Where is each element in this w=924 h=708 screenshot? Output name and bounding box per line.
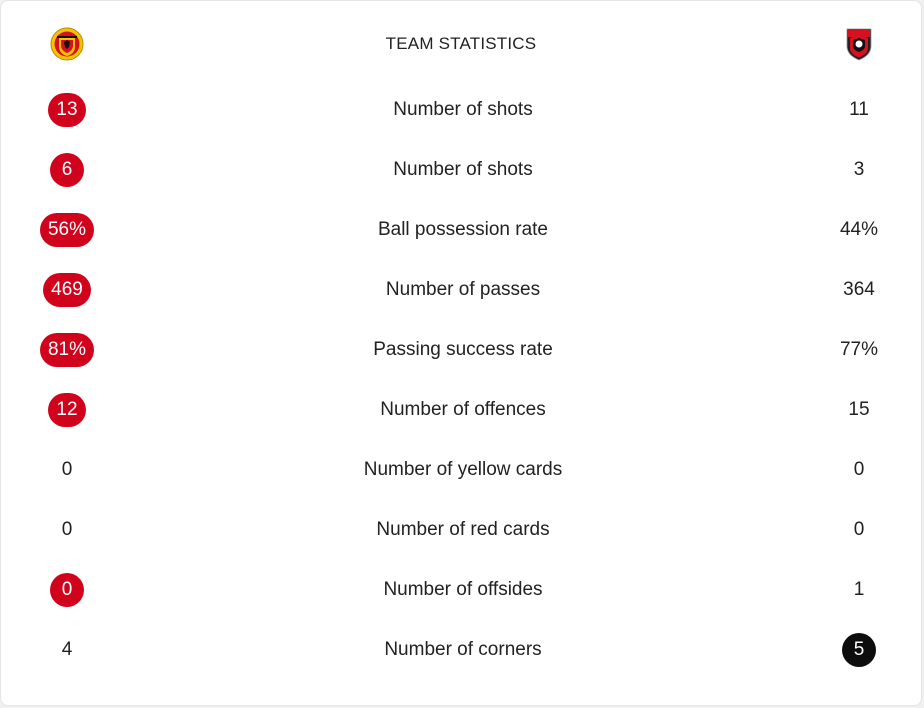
away-value-cell xyxy=(794,440,924,500)
away-value: 0 xyxy=(853,459,865,480)
home-value-cell xyxy=(2,560,132,620)
home-value: 81% xyxy=(40,333,94,367)
stat-label: Passing success rate xyxy=(373,339,553,360)
page-title: TEAM STATISTICS xyxy=(385,34,537,53)
stat-row xyxy=(1,80,921,140)
home-value: 0 xyxy=(61,459,73,480)
away-value-cell xyxy=(794,140,924,200)
away-value: 364 xyxy=(843,279,875,300)
stat-row xyxy=(1,140,921,200)
stat-row xyxy=(1,200,921,260)
stat-row xyxy=(1,440,921,500)
home-value-cell xyxy=(2,80,132,140)
away-value-cell xyxy=(794,200,924,260)
away-value: 77% xyxy=(839,339,879,360)
away-value: 44% xyxy=(839,219,879,240)
home-value: 4 xyxy=(61,639,73,660)
home-value: 0 xyxy=(50,573,84,607)
away-value: 0 xyxy=(853,519,865,540)
stat-label: Number of yellow cards xyxy=(363,459,563,480)
stat-row xyxy=(1,320,921,380)
stat-row xyxy=(1,560,921,620)
home-value: 12 xyxy=(48,393,85,427)
stats-header xyxy=(1,14,921,74)
away-value: 3 xyxy=(853,159,865,180)
home-value-cell xyxy=(2,380,132,440)
home-value: 0 xyxy=(61,519,73,540)
away-value-cell xyxy=(794,620,924,680)
stat-label: Ball possession rate xyxy=(377,219,549,240)
home-value: 56% xyxy=(40,213,94,247)
stat-row xyxy=(1,260,921,320)
stat-label: Number of offences xyxy=(380,399,546,420)
home-value-cell xyxy=(2,440,132,500)
stat-label: Number of offsides xyxy=(383,579,543,600)
home-value: 6 xyxy=(50,153,84,187)
away-value-cell xyxy=(794,80,924,140)
stat-row xyxy=(1,620,921,680)
home-value-cell xyxy=(2,200,132,260)
home-value-cell xyxy=(2,320,132,380)
away-value-cell xyxy=(794,500,924,560)
stat-label: Number of shots xyxy=(393,159,533,180)
bournemouth-crest-icon xyxy=(829,14,889,74)
away-value: 15 xyxy=(848,399,870,420)
away-value: 11 xyxy=(849,99,869,120)
away-value-cell xyxy=(794,560,924,620)
home-value-cell xyxy=(2,620,132,680)
home-value-cell xyxy=(2,260,132,320)
away-value-cell xyxy=(794,380,924,440)
stat-row xyxy=(1,380,921,440)
stat-row xyxy=(1,500,921,560)
stat-label: Number of shots xyxy=(393,99,533,120)
stat-label: Number of passes xyxy=(385,279,541,300)
home-value: 13 xyxy=(48,93,85,127)
stats-list xyxy=(1,80,921,680)
home-value-cell xyxy=(2,500,132,560)
away-value-cell xyxy=(794,260,924,320)
home-value: 469 xyxy=(43,273,91,307)
stat-label: Number of red cards xyxy=(376,519,550,540)
away-value: 5 xyxy=(842,633,876,667)
home-value-cell xyxy=(2,140,132,200)
stat-label: Number of corners xyxy=(384,639,542,660)
away-value-cell xyxy=(794,320,924,380)
away-value: 1 xyxy=(853,579,865,600)
